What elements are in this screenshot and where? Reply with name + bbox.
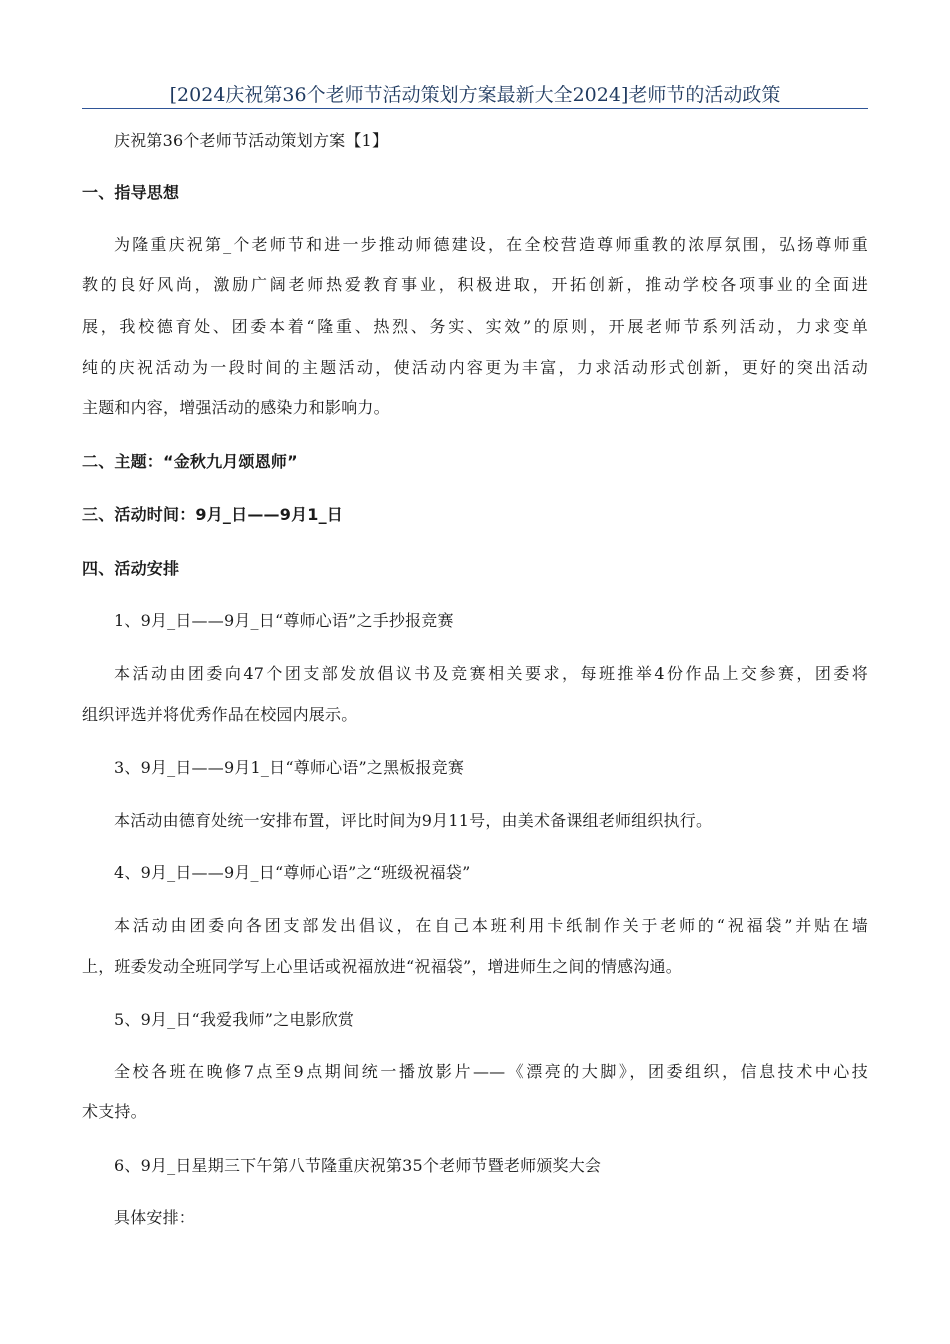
activity-item-title: 1、9月_日——9月_日“尊师心语”之手抄报竞赛: [114, 611, 454, 630]
activity-item-title: 3、9月_日——9月1_日“尊师心语”之黑板报竞赛: [114, 758, 465, 777]
document-header-title: [2024庆祝第36个老师节活动策划方案最新大全2024]老师节的活动政策: [169, 84, 781, 106]
activity-item-title: 4、9月_日——9月_日“尊师心语”之“班级祝福袋”: [114, 863, 471, 882]
section-heading-theme: 二、主题：“金秋九月颂恩师”: [82, 452, 298, 471]
section-heading-time: 三、活动时间：9月_日——9月1_日: [82, 505, 343, 524]
header-divider: [82, 108, 868, 109]
activity-item-title: 5、9月_日“我爱我师”之电影欣赏: [114, 1010, 355, 1029]
sub-heading: 具体安排：: [114, 1208, 196, 1227]
paragraph-line: 展，我校德育处、团委本着“隆重、热烈、务实、实效”的原则，开展老师节系列活动，力求变单: [82, 317, 868, 336]
paragraph-line: 纯的庆祝活动为一段时间的主题活动，使活动内容更为丰富，力求活动形式创新，更好的突出活动: [82, 358, 868, 377]
paragraph-line: 组织评选并将优秀作品在校园内展示。: [82, 705, 358, 724]
plan-title: 庆祝第36个老师节活动策划方案【1】: [114, 131, 389, 150]
activity-item-title: 6、9月_日星期三下午第八节隆重庆祝第35个老师节暨老师颁奖大会: [114, 1156, 602, 1175]
paragraph-line: 主题和内容，增强活动的感染力和影响力。: [82, 398, 390, 417]
section-heading-arrangement: 四、活动安排: [82, 559, 180, 578]
paragraph-line: 上，班委发动全班同学写上心里话或祝福放进“祝福袋”，增进师生之间的情感沟通。: [82, 957, 682, 976]
paragraph-line: 本活动由德育处统一安排布置，评比时间为9月11号，由美术备课组老师组织执行。: [114, 811, 713, 830]
paragraph-line: 教的良好风尚，激励广阔老师热爱教育事业，积极进取，开拓创新，推动学校各项事业的全面进: [82, 275, 868, 294]
paragraph-line: 术支持。: [82, 1102, 147, 1121]
paragraph-line: 本活动由团委向47个团支部发放倡议书及竞赛相关要求，每班推举4份作品上交参赛，团委将: [114, 664, 868, 683]
paragraph-line: 全校各班在晚修7点至9点期间统一播放影片——《漂亮的大脚》，团委组织，信息技术中心技: [114, 1062, 868, 1081]
paragraph-line: 本活动由团委向各团支部发出倡议，在自己本班利用卡纸制作关于老师的“祝福袋”并贴在墙: [114, 916, 868, 935]
section-heading-guiding-ideology: 一、指导思想: [82, 183, 180, 202]
paragraph-line: 为隆重庆祝第_个老师节和进一步推动师德建设，在全校营造尊师重教的浓厚氛围，弘扬尊师重: [114, 235, 868, 254]
